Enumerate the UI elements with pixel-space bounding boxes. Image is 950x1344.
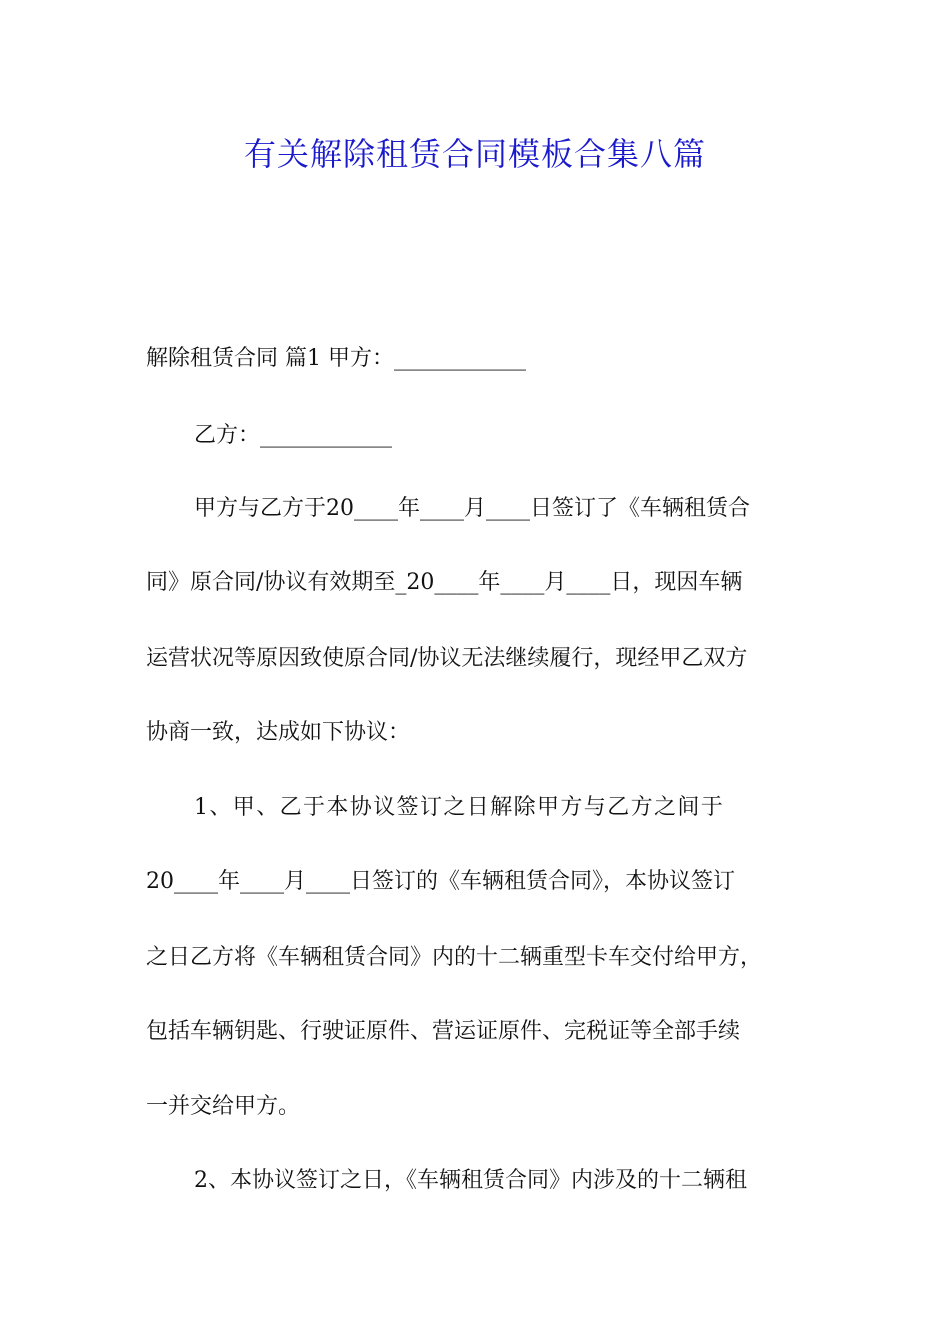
text-line-11: 一并交给甲方。 [146,1094,301,1119]
text-line-1: 解除租赁合同 篇1 甲方：____________ [146,346,526,371]
text-line-5: 运营状况等原因致使原合同/协议无法继续履行，现经甲乙双方 [146,646,748,671]
text-line-3: 甲方与乙方于20____年____月____日签订了《车辆租赁合 [194,496,750,521]
text-line-12: 2、本协议签订之日，《车辆租赁合同》内涉及的十二辆租 [194,1168,747,1193]
text-line-10: 包括车辆钥匙、行驶证原件、营运证原件、完税证等全部手续 [146,1019,741,1044]
text-line-6: 协商一致，达成如下协议： [146,720,411,745]
text-line-7: 1、甲、乙于本协议签订之日解除甲方与乙方之间于 [194,795,725,820]
document-title: 有关解除租赁合同模板合集八篇 [243,135,706,173]
text-line-2: 乙方：____________ [194,423,393,448]
text-line-9: 之日乙方将《车辆租赁合同》内的十二辆重型卡车交付给甲方， [146,945,763,970]
text-line-8: 20____年____月____日签订的《车辆租赁合同》，本协议签订 [146,869,735,894]
text-line-4: 同》原合同/协议有效期至_20____年____月____日，现因车辆 [146,570,743,595]
